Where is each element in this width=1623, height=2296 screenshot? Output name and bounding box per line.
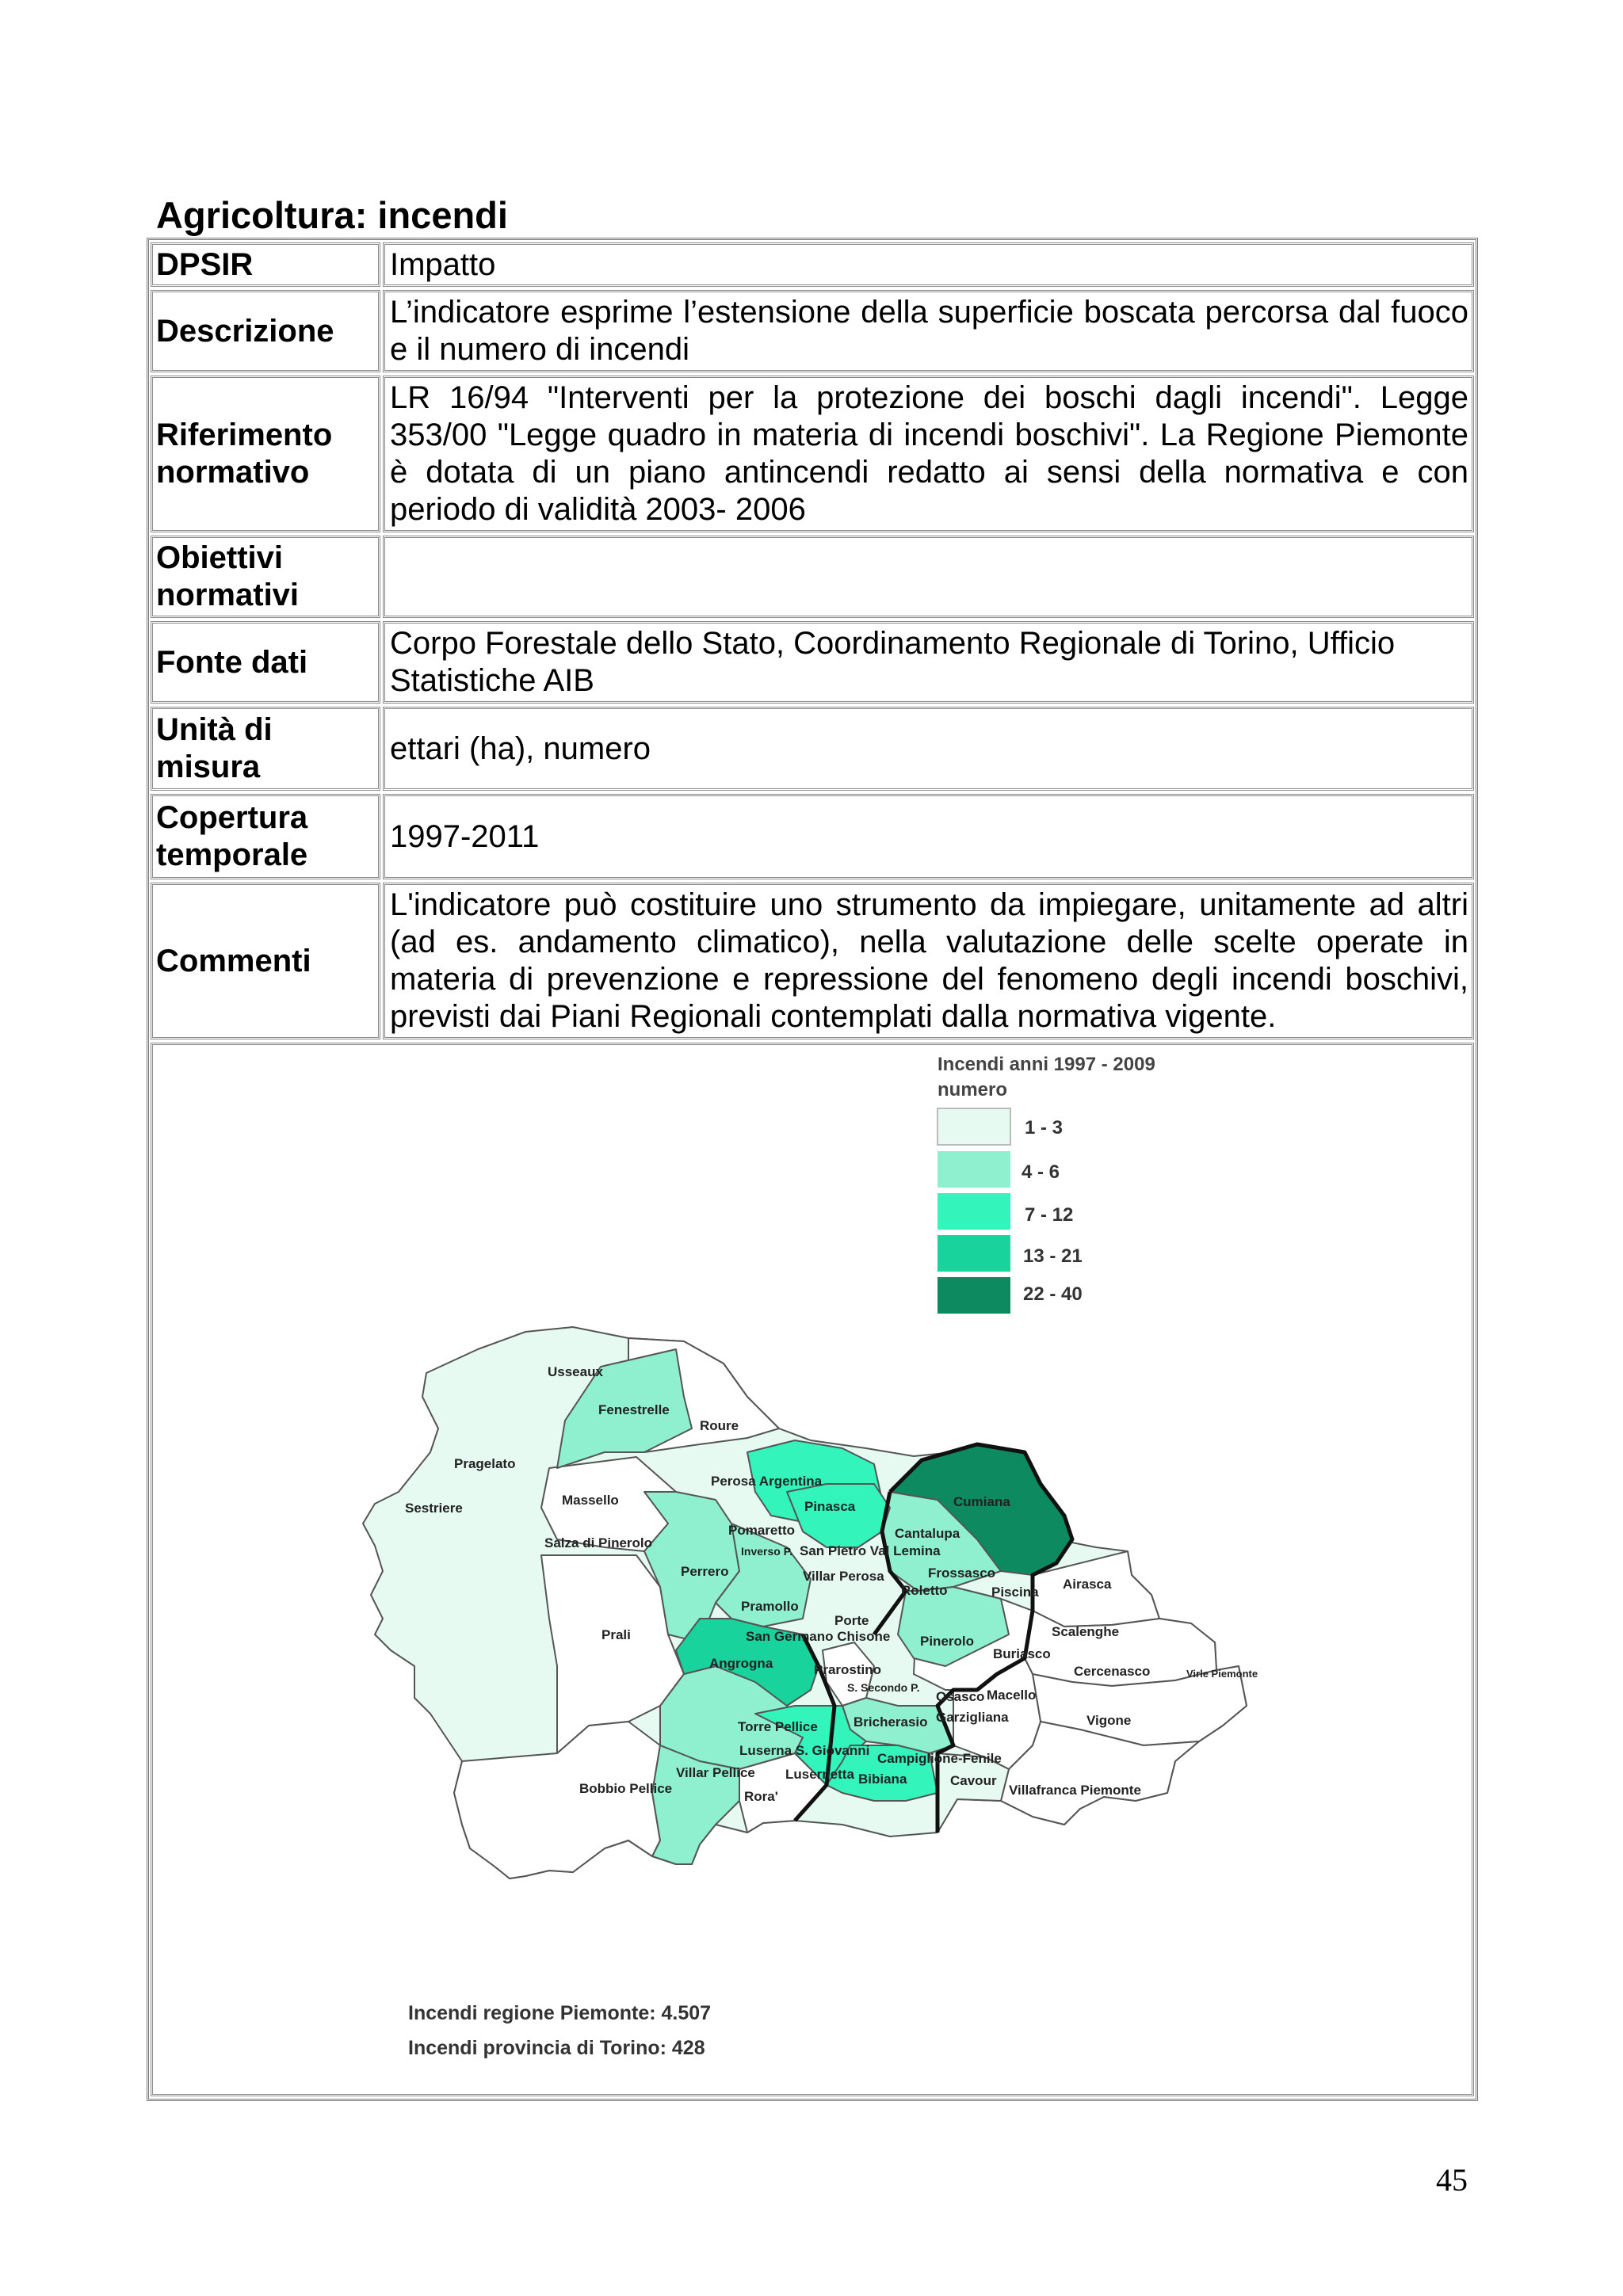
town-torrepellice: Torre Pellice <box>738 1719 818 1734</box>
town-garzigliana: Garzigliana <box>936 1710 1009 1725</box>
riferimento-label-text: Riferimento normativo <box>156 418 333 490</box>
town-roletto: Roletto <box>901 1583 948 1598</box>
town-villafranca: Villafranca Piemonte <box>1009 1783 1141 1798</box>
town-airasca: Airasca <box>1063 1577 1112 1592</box>
town-sanpietro: San Pietro Val Lemina <box>800 1543 941 1558</box>
town-macello: Macello <box>987 1688 1037 1703</box>
town-sestriere: Sestriere <box>405 1501 463 1516</box>
town-sangermano: San Germano Chisone <box>746 1629 891 1644</box>
town-osasco: Osasco <box>936 1689 985 1704</box>
town-prarostino: Prarostino <box>814 1662 882 1677</box>
row-label-obiettivi <box>151 536 380 618</box>
town-frossasco: Frossasco <box>928 1566 996 1581</box>
legend-label-4: 13 - 21 <box>1023 1245 1083 1267</box>
town-scalenghe: Scalenghe <box>1052 1624 1120 1639</box>
note-regione: Incendi regione Piemonte: 4.507 <box>408 2002 712 2024</box>
copertura-label-text: Copertura temporale <box>156 800 308 872</box>
town-prali: Prali <box>601 1627 631 1642</box>
fonte-text: Corpo Forestale dello Stato, Coordinamento Regionale di Torino, Ufficio Statistiche AIB <box>390 626 1396 698</box>
legend-swatch-1 <box>938 1108 1010 1145</box>
town-lusernetta: Lusernetta <box>785 1767 854 1782</box>
legend-swatch-3 <box>938 1193 1010 1230</box>
town-fenestrelle: Fenestrelle <box>598 1402 670 1417</box>
town-buriasco: Buriasco <box>993 1646 1051 1661</box>
fire-map <box>153 1045 1472 2094</box>
town-salza: Salza di Pinerolo <box>544 1535 653 1550</box>
town-cumiana: Cumiana <box>953 1494 1010 1509</box>
town-porte: Porte <box>834 1613 869 1628</box>
town-cantalupa: Cantalupa <box>895 1526 960 1541</box>
row-label-descrizione: Descrizione <box>151 290 380 372</box>
town-perosa: Perosa Argentina <box>711 1474 823 1489</box>
town-perrero: Perrero <box>681 1564 729 1579</box>
town-massello: Massello <box>562 1493 619 1508</box>
town-roure: Roure <box>700 1418 739 1433</box>
row-value-riferimento <box>383 376 1474 532</box>
town-pramollo: Pramollo <box>741 1599 799 1614</box>
row-label-dpsir: DPSIR <box>151 242 380 287</box>
commenti-text: L'indicatore può costituire uno strumento da impiegare, unitamente ad altri (ad es. andamento climatico), nella valutazione delle scelte operate in materia di prevenzione e repressione del fenomeno degli incendi boschivi, previsti dai Piani Regionali contemplati dalla normativa vigente. <box>390 887 1468 1034</box>
town-campiglione: Campiglione-Fenile <box>877 1751 1002 1766</box>
legend-swatch-5 <box>938 1277 1010 1314</box>
town-villarpellice: Villar Pellice <box>676 1765 755 1780</box>
row-label-unita <box>151 707 380 791</box>
town-cavour: Cavour <box>950 1773 997 1788</box>
row-value-copertura: 1997-2011 <box>383 794 1474 879</box>
row-value-dpsir: Impatto <box>383 242 1474 287</box>
row-value-descrizione <box>383 290 1474 372</box>
legend-label-3: 7 - 12 <box>1025 1204 1074 1226</box>
town-virle: Virle Piemonte <box>1186 1668 1258 1680</box>
legend-subtitle: numero <box>938 1079 1008 1100</box>
town-bibiana: Bibiana <box>858 1772 907 1787</box>
town-pomaretto: Pomaretto <box>728 1523 796 1538</box>
town-pragelato: Pragelato <box>454 1456 516 1471</box>
town-rora: Rora' <box>744 1789 778 1804</box>
town-luserna: Luserna S. Giovanni <box>739 1743 870 1758</box>
row-value-obiettivi <box>383 536 1474 618</box>
town-bobbio: Bobbio Pellice <box>579 1781 673 1796</box>
town-usseaux: Usseaux <box>548 1364 603 1379</box>
row-label-commenti: Commenti <box>151 883 380 1039</box>
descrizione-text: L’indicatore esprime l’estensione della superficie boscata percorsa dal fuoco e il numero di incendi <box>390 295 1468 367</box>
map-figure-cell <box>151 1043 1474 2096</box>
row-value-unita: ettari (ha), numero <box>383 707 1474 791</box>
town-ssecondo: S. Secondo P. <box>847 1681 920 1694</box>
town-cercenasco: Cercenasco <box>1074 1664 1151 1679</box>
page-number: 45 <box>1436 2162 1468 2198</box>
town-inverso: Inverso P. <box>741 1545 793 1558</box>
obiettivi-label-text: Obiettivi normativi <box>156 540 300 612</box>
row-value-commenti <box>383 883 1474 1039</box>
legend-label-2: 4 - 6 <box>1022 1161 1060 1183</box>
row-value-fonte <box>383 621 1474 704</box>
town-piscina: Piscina <box>991 1585 1039 1600</box>
legend-swatch-2 <box>938 1151 1010 1188</box>
row-label-riferimento <box>151 376 380 532</box>
legend-title: Incendi anni 1997 - 2009 <box>938 1054 1155 1075</box>
note-provincia: Incendi provincia di Torino: 428 <box>408 2037 705 2059</box>
town-angrogna: Angrogna <box>709 1656 773 1671</box>
page-title: Agricoltura: incendi <box>156 194 508 236</box>
town-pinasca: Pinasca <box>804 1499 856 1514</box>
town-bricherasio: Bricherasio <box>854 1714 928 1730</box>
unita-label-text: Unità di misura <box>156 712 273 784</box>
row-label-copertura <box>151 794 380 879</box>
legend-label-5: 22 - 40 <box>1023 1283 1083 1305</box>
legend-swatch-4 <box>938 1235 1010 1272</box>
riferimento-text: LR 16/94 "Interventi per la protezione dei boschi dagli incendi". Legge 353/00 "Legge quadro in materia di incendi boschivi". La Regione Piemonte è dotata di un piano antincendi redatto ai sensi della normativa e con periodo di validità 2003- 2006 <box>390 380 1468 527</box>
legend-label-1: 1 - 3 <box>1025 1117 1064 1138</box>
town-villarperosa: Villar Perosa <box>803 1569 884 1584</box>
town-pinerolo: Pinerolo <box>920 1634 975 1649</box>
row-label-fonte: Fonte dati <box>151 621 380 704</box>
town-vigone: Vigone <box>1086 1713 1132 1728</box>
